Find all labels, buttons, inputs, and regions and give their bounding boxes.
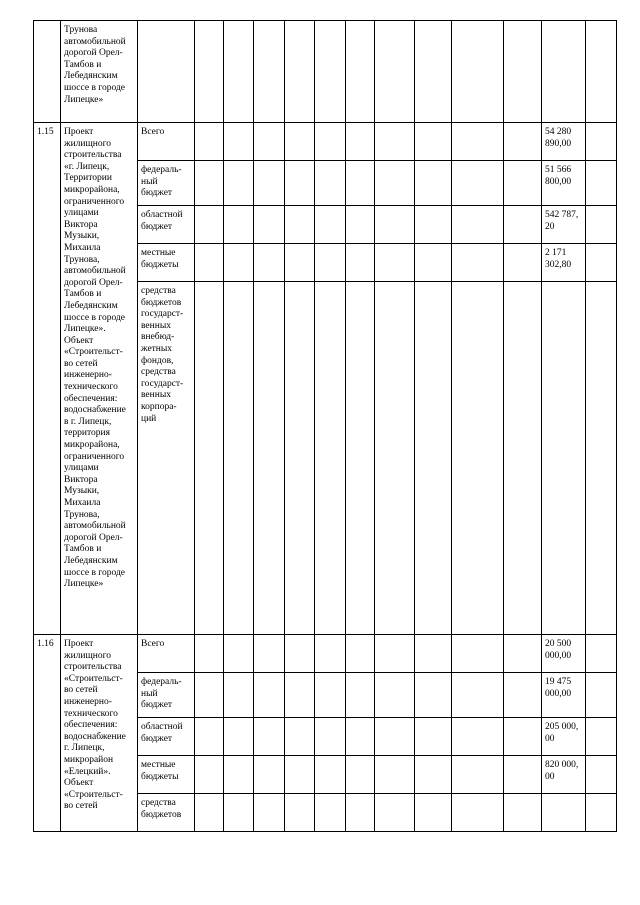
cell-text: 54 280 890,00 bbox=[545, 127, 572, 149]
empty-cell bbox=[285, 21, 315, 123]
empty-cell bbox=[195, 206, 224, 244]
cell-text: областной бюджет bbox=[141, 210, 183, 232]
table-body bbox=[34, 21, 617, 832]
empty-cell bbox=[285, 635, 315, 673]
empty-cell bbox=[375, 756, 415, 794]
empty-cell bbox=[415, 673, 452, 718]
amount-cell bbox=[542, 282, 586, 635]
empty-cell bbox=[285, 161, 315, 206]
empty-cell bbox=[375, 21, 415, 123]
empty-cell bbox=[415, 21, 452, 123]
empty-cell bbox=[315, 123, 346, 161]
empty-cell bbox=[254, 244, 285, 282]
empty-cell bbox=[586, 21, 617, 123]
cell-text: местные бюджеты bbox=[141, 248, 179, 270]
empty-cell bbox=[224, 756, 254, 794]
project-name-cell bbox=[61, 123, 138, 635]
empty-cell bbox=[586, 161, 617, 206]
empty-cell bbox=[254, 756, 285, 794]
empty-cell bbox=[285, 282, 315, 635]
cell-text: 1.15 bbox=[37, 127, 54, 137]
empty-cell bbox=[285, 794, 315, 832]
empty-cell bbox=[452, 282, 504, 635]
empty-cell bbox=[315, 794, 346, 832]
empty-cell bbox=[375, 244, 415, 282]
empty-cell bbox=[504, 794, 542, 832]
funding-source-cell bbox=[138, 244, 195, 282]
cell-text: федераль- ный бюджет bbox=[141, 165, 182, 199]
empty-cell bbox=[224, 206, 254, 244]
amount-cell bbox=[542, 123, 586, 161]
empty-cell bbox=[254, 123, 285, 161]
empty-cell bbox=[504, 21, 542, 123]
empty-cell bbox=[415, 718, 452, 756]
empty-cell bbox=[224, 161, 254, 206]
empty-cell bbox=[254, 161, 285, 206]
empty-cell bbox=[586, 282, 617, 635]
funding-source-cell bbox=[138, 161, 195, 206]
empty-cell bbox=[504, 673, 542, 718]
empty-cell bbox=[254, 718, 285, 756]
empty-cell bbox=[195, 282, 224, 635]
empty-cell bbox=[285, 244, 315, 282]
empty-cell bbox=[195, 123, 224, 161]
empty-cell bbox=[504, 206, 542, 244]
funding-source-cell bbox=[138, 123, 195, 161]
empty-cell bbox=[586, 206, 617, 244]
empty-cell bbox=[504, 161, 542, 206]
empty-cell bbox=[315, 21, 346, 123]
empty-cell bbox=[254, 673, 285, 718]
empty-cell bbox=[452, 206, 504, 244]
empty-cell bbox=[285, 206, 315, 244]
funding-source-cell bbox=[138, 718, 195, 756]
funding-source-cell bbox=[138, 756, 195, 794]
empty-cell bbox=[346, 635, 375, 673]
funding-source-cell bbox=[138, 635, 195, 673]
empty-cell bbox=[415, 244, 452, 282]
empty-cell bbox=[452, 244, 504, 282]
row-number-cell bbox=[34, 123, 61, 635]
funding-source-cell bbox=[138, 673, 195, 718]
empty-cell bbox=[315, 282, 346, 635]
empty-cell bbox=[285, 756, 315, 794]
empty-cell bbox=[415, 206, 452, 244]
empty-cell bbox=[315, 756, 346, 794]
empty-cell bbox=[195, 673, 224, 718]
empty-cell bbox=[504, 123, 542, 161]
empty-cell bbox=[375, 123, 415, 161]
funding-source-cell bbox=[138, 282, 195, 635]
empty-cell bbox=[224, 244, 254, 282]
empty-cell bbox=[452, 21, 504, 123]
row-number-cell bbox=[34, 21, 61, 123]
amount-cell bbox=[542, 206, 586, 244]
empty-cell bbox=[586, 718, 617, 756]
empty-cell bbox=[315, 673, 346, 718]
empty-cell bbox=[415, 123, 452, 161]
empty-cell bbox=[195, 244, 224, 282]
funding-source-cell bbox=[138, 794, 195, 832]
amount-cell bbox=[542, 794, 586, 832]
empty-cell bbox=[195, 718, 224, 756]
empty-cell bbox=[542, 21, 586, 123]
cell-text: 820 000, 00 bbox=[545, 760, 579, 782]
funding-source-cell bbox=[138, 206, 195, 244]
empty-cell bbox=[224, 718, 254, 756]
row-number-cell bbox=[34, 635, 61, 832]
empty-cell bbox=[346, 244, 375, 282]
empty-cell bbox=[375, 794, 415, 832]
empty-cell bbox=[452, 756, 504, 794]
empty-cell bbox=[375, 206, 415, 244]
table-row bbox=[34, 635, 617, 673]
cell-text: 20 500 000,00 bbox=[545, 639, 572, 661]
cell-text: 2 171 302,80 bbox=[545, 248, 572, 270]
empty-cell bbox=[452, 635, 504, 673]
amount-cell bbox=[542, 635, 586, 673]
empty-cell bbox=[586, 123, 617, 161]
amount-cell bbox=[542, 161, 586, 206]
empty-cell bbox=[138, 21, 195, 123]
cell-text: Всего bbox=[141, 127, 165, 137]
table-row bbox=[34, 21, 617, 123]
empty-cell bbox=[504, 244, 542, 282]
empty-cell bbox=[504, 635, 542, 673]
cell-text: 205 000, 00 bbox=[545, 722, 579, 744]
empty-cell bbox=[315, 244, 346, 282]
empty-cell bbox=[346, 282, 375, 635]
empty-cell bbox=[452, 123, 504, 161]
empty-cell bbox=[586, 673, 617, 718]
empty-cell bbox=[224, 282, 254, 635]
empty-cell bbox=[415, 161, 452, 206]
amount-cell bbox=[542, 673, 586, 718]
empty-cell bbox=[375, 282, 415, 635]
empty-cell bbox=[346, 718, 375, 756]
empty-cell bbox=[315, 206, 346, 244]
empty-cell bbox=[346, 756, 375, 794]
empty-cell bbox=[415, 756, 452, 794]
cell-text: 51 566 800,00 bbox=[545, 165, 572, 187]
empty-cell bbox=[224, 21, 254, 123]
empty-cell bbox=[415, 635, 452, 673]
empty-cell bbox=[224, 123, 254, 161]
amount-cell bbox=[542, 718, 586, 756]
cell-text: средства бюджетов государст- венных внебюд- жетных фондов, средства государст- венных корпора- ций bbox=[141, 286, 184, 424]
empty-cell bbox=[504, 282, 542, 635]
cell-text: 542 787, 20 bbox=[545, 210, 579, 232]
empty-cell bbox=[285, 123, 315, 161]
empty-cell bbox=[586, 756, 617, 794]
cell-text: 19 475 000,00 bbox=[545, 677, 572, 699]
empty-cell bbox=[254, 21, 285, 123]
cell-text: средства бюджетов bbox=[141, 798, 182, 820]
empty-cell bbox=[195, 21, 224, 123]
cell-text: Всего bbox=[141, 639, 165, 649]
empty-cell bbox=[254, 282, 285, 635]
empty-cell bbox=[195, 756, 224, 794]
empty-cell bbox=[452, 718, 504, 756]
amount-cell bbox=[542, 756, 586, 794]
cell-text: Проект жилищного строительства «Строительст- во сетей инженерно- технического обеспечения: водоснабжение г. Липецк, микрорайон «Елецкий». Объект «Строительст- во сетей bbox=[64, 639, 126, 812]
empty-cell bbox=[375, 161, 415, 206]
empty-cell bbox=[452, 794, 504, 832]
table-row bbox=[34, 123, 617, 161]
empty-cell bbox=[415, 282, 452, 635]
cell-text: областной бюджет bbox=[141, 722, 183, 744]
project-name-cell bbox=[61, 21, 138, 123]
empty-cell bbox=[415, 794, 452, 832]
empty-cell bbox=[224, 794, 254, 832]
empty-cell bbox=[346, 123, 375, 161]
empty-cell bbox=[315, 718, 346, 756]
cell-text: федераль- ный бюджет bbox=[141, 677, 182, 711]
empty-cell bbox=[346, 161, 375, 206]
budget-table bbox=[33, 20, 617, 832]
cell-text: Проект жилищного строительства «г. Липецк, Территории микрорайона, ограниченного улицами Виктора Музыки, Михаила Трунова, автомобильной дорогой Орел- Тамбов и Лебедянским шоссе в городе Липецке». Объект «Строительст- во сетей инженерно- технического обеспечения: водоснабжение в г. Липецк, территория микрорайона, ограниченного улицами Виктора Музыки, Михаила Трунова, автомобильной дорогой Орел- Тамбов и Лебедянским шоссе в городе Липецке» bbox=[64, 127, 126, 590]
amount-cell bbox=[542, 244, 586, 282]
empty-cell bbox=[195, 161, 224, 206]
empty-cell bbox=[195, 794, 224, 832]
empty-cell bbox=[346, 21, 375, 123]
empty-cell bbox=[315, 161, 346, 206]
empty-cell bbox=[504, 718, 542, 756]
empty-cell bbox=[224, 635, 254, 673]
empty-cell bbox=[346, 206, 375, 244]
empty-cell bbox=[254, 635, 285, 673]
empty-cell bbox=[375, 635, 415, 673]
empty-cell bbox=[452, 161, 504, 206]
empty-cell bbox=[375, 673, 415, 718]
empty-cell bbox=[195, 635, 224, 673]
empty-cell bbox=[346, 673, 375, 718]
empty-cell bbox=[586, 794, 617, 832]
empty-cell bbox=[285, 718, 315, 756]
empty-cell bbox=[586, 635, 617, 673]
empty-cell bbox=[346, 794, 375, 832]
cell-text: местные бюджеты bbox=[141, 760, 179, 782]
cell-text: Трунова автомобильной дорогой Орел- Тамбов и Лебедянским шоссе в городе Липецке» bbox=[64, 25, 126, 105]
empty-cell bbox=[254, 206, 285, 244]
empty-cell bbox=[254, 794, 285, 832]
empty-cell bbox=[586, 244, 617, 282]
empty-cell bbox=[452, 673, 504, 718]
project-name-cell bbox=[61, 635, 138, 832]
empty-cell bbox=[504, 756, 542, 794]
empty-cell bbox=[315, 635, 346, 673]
empty-cell bbox=[224, 673, 254, 718]
empty-cell bbox=[375, 718, 415, 756]
empty-cell bbox=[285, 673, 315, 718]
cell-text: 1.16 bbox=[37, 639, 54, 649]
